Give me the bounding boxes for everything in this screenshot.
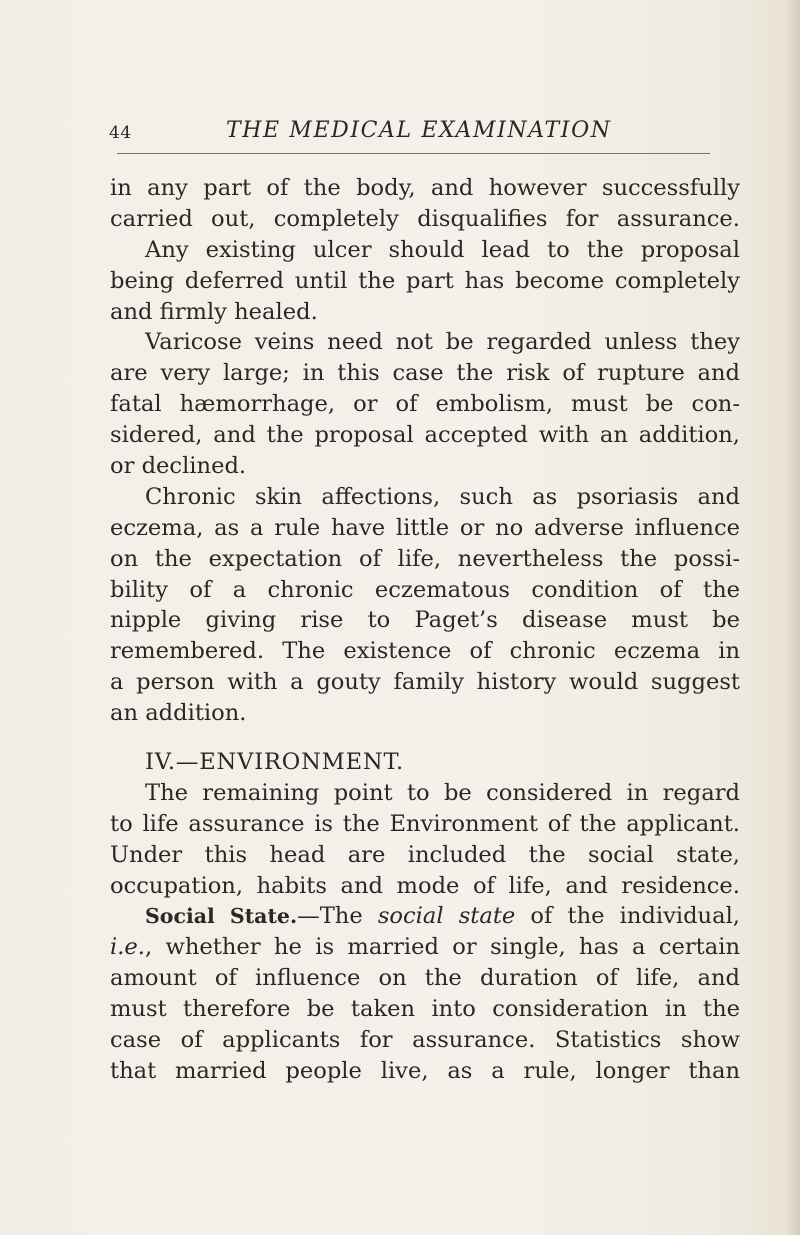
body-text [110, 173, 740, 1087]
italic-term: social state [377, 903, 516, 930]
page-number: 44 [109, 123, 132, 143]
text-line: Under this head are included the social state, [110, 841, 740, 868]
text-line: bility of a chronic eczematous condition of the [110, 576, 740, 603]
text-line: Chronic skin affections, such as psoriasis and [145, 483, 740, 510]
text-line: or declined. [110, 453, 247, 480]
run-in-heading: Social State. [145, 904, 298, 929]
text-line: on the expectation of life, nevertheless the possi- [110, 545, 740, 572]
text-line: that married people live, as a rule, longer than [110, 1057, 740, 1084]
text-line: Any existing ulcer should lead to the proposal [145, 236, 740, 263]
text-line: are very large; in this case the risk of rupture and [110, 360, 740, 387]
social-state-line [110, 901, 740, 932]
page-header [109, 118, 709, 148]
text-line: Varicose veins need not be regarded unless they [145, 329, 740, 356]
line-text: , whether he is married or single, has a certain [144, 934, 740, 961]
text-line: an addition. [110, 700, 247, 727]
header-rule [117, 153, 710, 154]
text-line: occupation, habits and mode of life, and residence. [110, 872, 740, 899]
text-line: being deferred until the part has become completely [110, 267, 740, 294]
text-line: The remaining point to be considered in regard [145, 779, 740, 806]
text-line: to life assurance is the Environment of the applicant. [110, 810, 740, 837]
text-line: remembered. The existence of chronic eczema in [110, 638, 740, 665]
text-line: sidered, and the proposal accepted with an addition, [110, 422, 740, 449]
text-line: eczema, as a rule have little or no adverse influence [110, 514, 740, 541]
text-line: must therefore be taken into consideration in the [110, 996, 740, 1023]
running-title: THE MEDICAL EXAMINATION [226, 118, 612, 143]
text-line: fatal hæmorrhage, or of embolism, must be con- [110, 391, 740, 418]
text-line: carried out, completely disqualifies for assurance. [110, 205, 740, 232]
text-line: case of applicants for assurance. Statistics show [110, 1027, 740, 1054]
text-line: amount of influence on the duration of life, and [110, 965, 740, 992]
page-edge-shadow [786, 0, 800, 1235]
text-line: nipple giving rise to Paget’s disease must be [110, 607, 740, 634]
text-line: a person with a gouty family history would suggest [110, 669, 740, 696]
ie-abbreviation: i.e. [110, 934, 145, 961]
dash-text: —The [297, 903, 378, 930]
text-line: and firmly healed. [110, 298, 318, 325]
section-heading: IV.—ENVIRONMENT. [145, 749, 405, 776]
line-text: of the individual, [515, 903, 740, 930]
text-line: in any part of the body, and however successfully [110, 175, 740, 201]
text-line [110, 932, 740, 963]
